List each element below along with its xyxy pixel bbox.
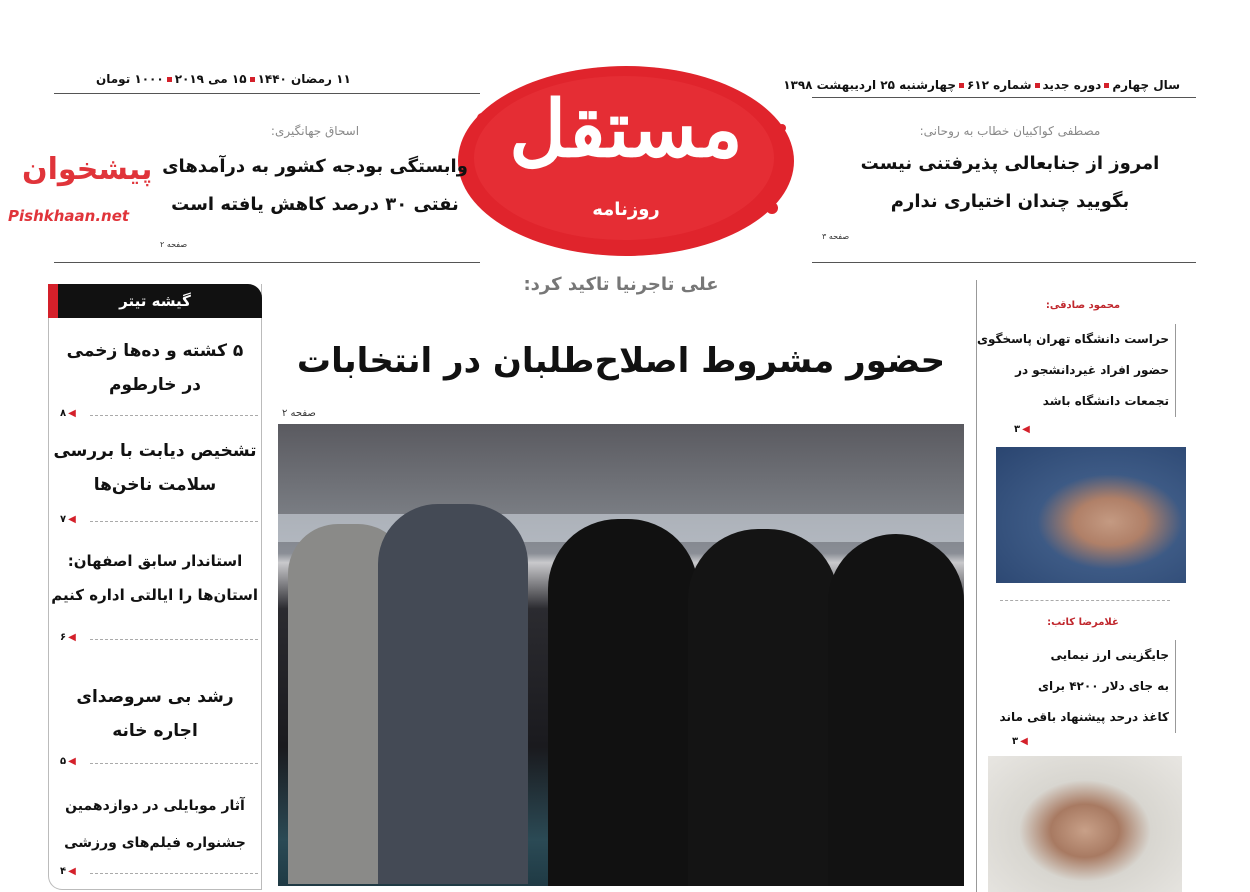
main-headline[interactable]: حضور مشروط اصلاح‌طلبان در انتخابات	[296, 341, 946, 381]
logo-text: مستقل	[509, 84, 743, 175]
divider	[54, 262, 480, 263]
portrait-photo	[996, 447, 1186, 583]
page-ref: صفحه ۲	[160, 240, 188, 249]
divider	[90, 415, 258, 416]
main-kicker: علی تاجرنیا تاکید کرد:	[523, 274, 719, 295]
story-line: جایگزینی ارز نیمایی	[1050, 648, 1169, 662]
divider	[90, 873, 258, 874]
page-ref: صفحه ۲	[282, 408, 316, 419]
item-line: رشد بی سروصدای	[76, 687, 234, 707]
page-number: ۶	[60, 632, 67, 643]
page-number: ۳	[1012, 736, 1019, 747]
right-story[interactable]	[986, 640, 1176, 733]
item-line: ۵ کشته و ده‌ها زخمی	[66, 341, 244, 361]
sidebar-title: گیشه تیتر	[119, 292, 191, 310]
page-number: ۸	[60, 408, 67, 419]
item-line: آثار موبایلی در دوازدهمین	[65, 798, 245, 814]
story-kicker: محمود صادقی:	[1045, 300, 1121, 311]
right-story[interactable]	[976, 324, 1176, 417]
sidebar-item[interactable]	[52, 434, 258, 502]
dateline-left	[96, 72, 351, 86]
gregorian-date: ۱۵ می ۲۰۱۹	[174, 72, 247, 86]
divider	[812, 97, 1196, 98]
item-line: استاندار سابق اصفهان:	[67, 552, 243, 570]
page-number: ۷	[60, 514, 67, 525]
item-line: استان‌ها را ایالتی اداره کنیم	[51, 586, 258, 604]
story-line: حضور افراد غیردانشجو در	[1015, 363, 1169, 377]
headline-line: نفتی ۳۰ درصد کاهش یافته است	[171, 194, 459, 215]
period: دوره جدید	[1042, 78, 1102, 92]
price: ۱۰۰۰ تومان	[96, 72, 164, 86]
sidebar-item[interactable]	[52, 788, 258, 862]
watermark-url: Pishkhaan.net	[8, 207, 130, 225]
arrow-icon: ◀	[1020, 736, 1028, 747]
sidebar-item[interactable]	[52, 680, 258, 748]
year: سال چهارم	[1112, 78, 1180, 92]
page-ref: صفحه ۳	[822, 232, 850, 241]
issue-number: شماره ۶۱۲	[966, 78, 1032, 92]
persian-date: چهارشنبه ۲۵ اردیبهشت ۱۳۹۸	[783, 78, 956, 92]
page-number: ۳	[1014, 424, 1021, 435]
story-kicker: اسحاق جهانگیری:	[270, 124, 360, 138]
page-number: ۵	[60, 756, 67, 767]
hijri-date: ۱۱ رمضان ۱۴۴۰	[257, 72, 351, 86]
dateline-right	[783, 78, 1180, 92]
arrow-icon: ◀	[1022, 424, 1030, 435]
sidebar-header	[48, 284, 262, 318]
headline-line: امروز از جنابعالی پذیرفتنی نیست	[860, 153, 1160, 174]
sidebar-item[interactable]	[52, 544, 258, 612]
headline-line: بگویید چندان اختیاری ندارم	[890, 191, 1130, 212]
watermark-logo: پیشخوان	[22, 152, 153, 187]
arrow-icon: ◀	[68, 408, 76, 419]
story-line: کاغذ درحد پیشنهاد باقی ماند	[999, 710, 1169, 724]
divider	[90, 763, 258, 764]
arrow-icon: ◀	[68, 866, 76, 877]
story-kicker: غلامرضا کاتب:	[1047, 617, 1119, 628]
item-line: جشنواره فیلم‌های ورزشی	[64, 835, 246, 851]
portrait-photo	[988, 756, 1182, 892]
divider	[812, 262, 1196, 263]
main-photo	[278, 424, 964, 886]
divider	[1000, 600, 1170, 601]
story-line: به جای دلار ۴۲۰۰ برای	[1037, 679, 1169, 693]
arrow-icon: ◀	[68, 514, 76, 525]
story-line: تجمعات دانشگاه باشد	[1042, 394, 1169, 408]
story-line: حراست دانشگاه تهران پاسخگوی	[976, 332, 1169, 346]
item-line: تشخیص دیابت با بررسی	[53, 441, 257, 461]
logo-subtext: روزنامه	[592, 199, 660, 220]
arrow-icon: ◀	[68, 756, 76, 767]
column-divider	[976, 280, 977, 892]
item-line: در خارطوم	[109, 375, 201, 395]
item-line: سلامت ناخن‌ها	[93, 475, 217, 495]
divider	[90, 639, 258, 640]
page-number: ۴	[60, 866, 67, 877]
divider	[90, 521, 258, 522]
headline-line: وابستگی بودجه کشور به درآمدهای	[162, 156, 468, 177]
top-left-headline[interactable]	[160, 148, 470, 224]
divider	[54, 93, 480, 94]
story-kicker: مصطفی کواکبیان خطاب به روحانی:	[919, 124, 1101, 138]
top-right-headline[interactable]	[820, 145, 1200, 221]
arrow-icon: ◀	[68, 632, 76, 643]
sidebar-item[interactable]	[52, 334, 258, 402]
item-line: اجاره خانه	[112, 721, 198, 741]
newspaper-logo	[452, 58, 800, 264]
